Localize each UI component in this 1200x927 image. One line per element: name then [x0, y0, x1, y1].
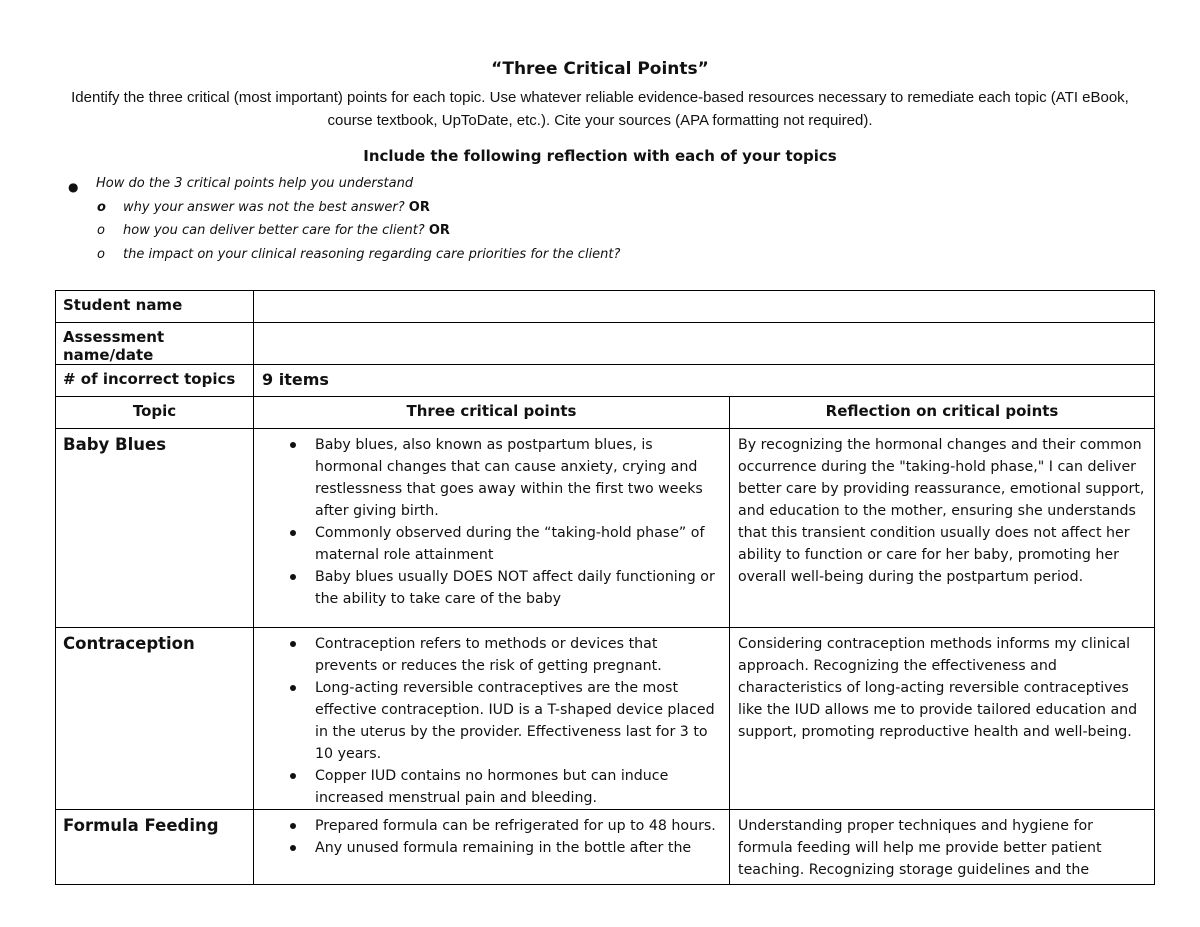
topic-cell: Contraception	[56, 628, 254, 810]
points-cell	[254, 628, 730, 810]
column-header-points: Three critical points	[254, 397, 730, 429]
circle-bullet-icon: o	[97, 199, 106, 215]
prompt-text: How do the 3 critical points help you understand	[96, 176, 414, 191]
reflection-cell	[730, 810, 1155, 885]
table-row	[56, 810, 1155, 885]
circle-bullet-icon: o	[97, 246, 105, 262]
reflection-cell: Considering contraception methods informs my clinical approach. Recognizing the effectiveness and characteristics of long-acting reversible contraceptives like the IUD allows me to provide tailored education and support, promoting reproductive health and well-being.	[730, 628, 1155, 810]
assessment-field[interactable]	[254, 323, 1155, 365]
prompt-text: why your answer was not the best answer?	[123, 199, 405, 215]
points-cell	[254, 429, 730, 628]
table-row	[56, 628, 1155, 810]
list-item: Long-acting reversible contraceptives are the most effective contraception. IUD is a T-shaped device placed in the uterus by the provider. Effectiveness last for 3 to 10 years.	[254, 677, 719, 765]
column-header-topic: Topic	[56, 397, 254, 429]
prompt-text: the impact on your clinical reasoning regarding care priorities for the client?	[123, 246, 621, 262]
prompt-or: OR	[408, 199, 430, 215]
critical-points-table	[55, 290, 1155, 885]
reflection-prompt-sub	[68, 196, 968, 220]
reflection-prompt-sub	[68, 243, 968, 267]
incorrect-topics-label: # of incorrect topics	[56, 365, 254, 397]
prompt-text: how you can deliver better care for the client?	[123, 223, 425, 238]
points-cell	[254, 810, 730, 885]
reflection-prompt-list	[68, 172, 968, 266]
circle-bullet-icon: o	[97, 223, 105, 238]
column-header-reflection: Reflection on critical points	[730, 397, 1155, 429]
assessment-row	[56, 323, 1155, 365]
list-item: Copper IUD contains no hormones but can induce increased menstrual pain and bleeding.	[254, 765, 719, 809]
list-item: Any unused formula remaining in the bottle after the	[254, 837, 719, 859]
incorrect-topics-row	[56, 365, 1155, 397]
student-name-field[interactable]	[254, 291, 1155, 323]
assessment-label: Assessment name/date	[56, 323, 254, 365]
list-item: Baby blues usually DOES NOT affect daily functioning or the ability to take care of the baby	[254, 566, 719, 610]
reflection-cell: By recognizing the hormonal changes and their common occurrence during the "taking-hold phase," I can deliver better care by providing reassurance, emotional support, and education to the mother, ensuring she understands that this transient condition usually does not affect her ability to function or care for her baby, promoting her overall well-being during the postpartum period.	[730, 429, 1155, 628]
topic-cell: Formula Feeding	[56, 810, 254, 885]
reflection-text: Understanding proper techniques and hygiene for formula feeding will help me provide better patient teaching. Recognizing storage guidelines and the	[738, 818, 1102, 878]
student-name-row	[56, 291, 1155, 323]
list-item: Commonly observed during the “taking-hold phase” of maternal role attainment	[254, 522, 719, 566]
table-header-row	[56, 397, 1155, 429]
reflection-prompt-sub	[68, 219, 968, 243]
topic-cell: Baby Blues	[56, 429, 254, 628]
instructions-paragraph: Identify the three critical (most important) points for each topic. Use whatever reliable evidence-based resources necessary to remediate each topic (ATI eBook, course textbook, UpToDate, etc.). Cite your sources (APA formatting not required).	[71, 89, 1129, 129]
list-item: Prepared formula can be refrigerated for up to 48 hours.	[254, 815, 719, 837]
list-item: Baby blues, also known as postpartum blues, is hormonal changes that can cause anxiety, crying and restlessness that goes away within the first two weeks after giving birth.	[254, 434, 719, 522]
incorrect-topics-field[interactable]: 9 items	[254, 365, 1155, 397]
bullet-icon: ●	[68, 180, 79, 194]
prompt-or: OR	[428, 223, 450, 238]
reflection-prompt-main	[68, 172, 968, 196]
reflection-heading: Include the following reflection with each of your topics	[363, 147, 837, 165]
document-title: “Three Critical Points”	[491, 59, 709, 79]
student-name-label: Student name	[56, 291, 254, 323]
table-row	[56, 429, 1155, 628]
list-item: Contraception refers to methods or devices that prevents or reduces the risk of getting pregnant.	[254, 633, 719, 677]
